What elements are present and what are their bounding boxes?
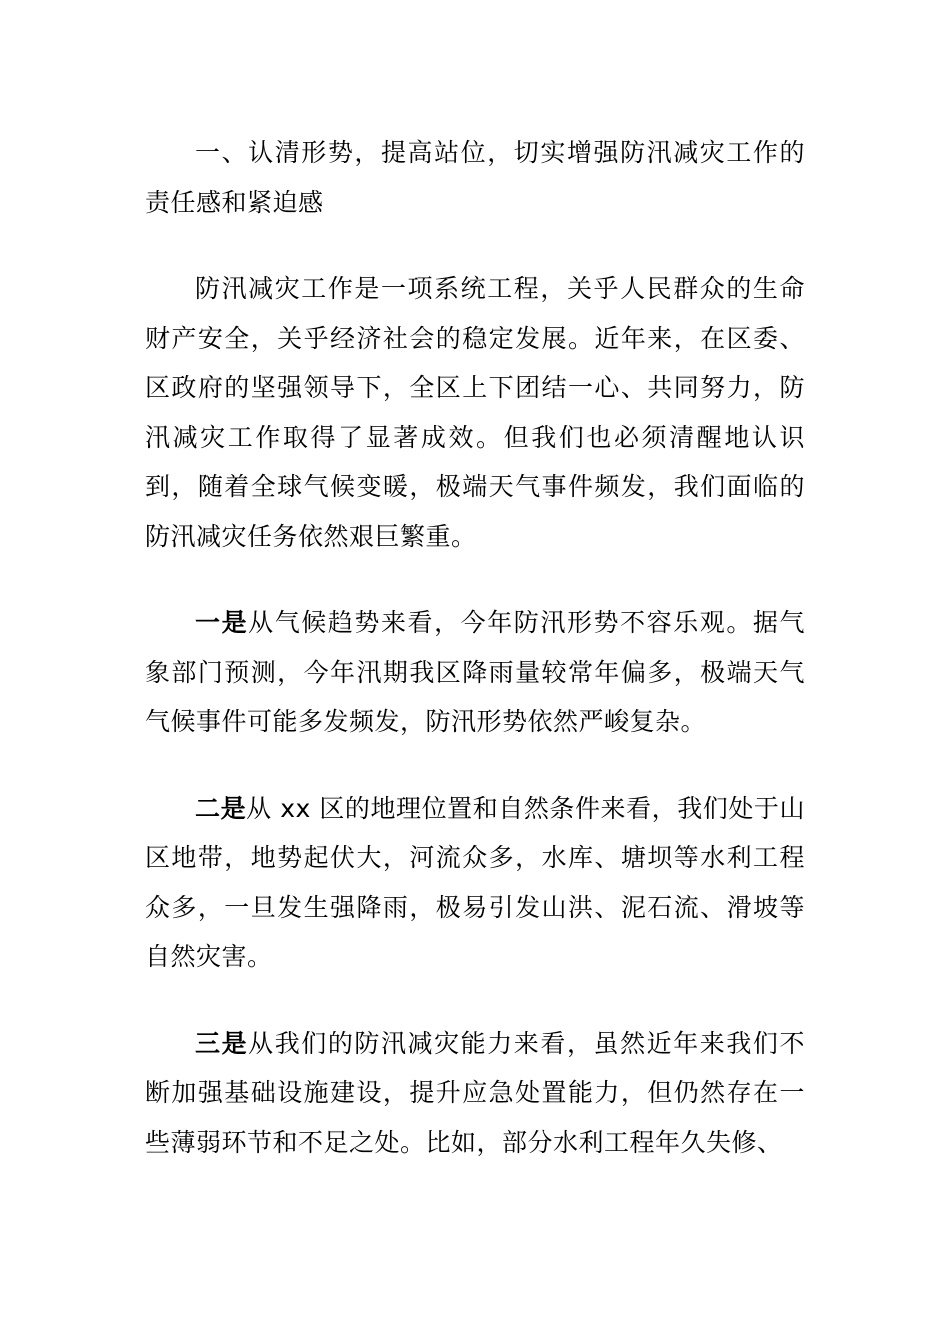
point-paragraph-3 — [145, 1019, 805, 1168]
point-text-1: 从气候趋势来看，今年防汛形势不容乐观。据气象部门预测，今年汛期我区降雨量较常年偏多，极端天气气候事件可能多发频发，防汛形势依然严峻复杂。 — [145, 608, 805, 736]
point-text-3: 从我们的防汛减灾能力来看，虽然近年来我们不断加强基础设施建设，提升应急处置能力，但仍然存在一些薄弱环节和不足之处。比如，部分水利工程年久失修、 — [145, 1028, 805, 1157]
point-paragraph-1 — [145, 598, 805, 747]
point-lead-1: 一是 — [195, 608, 249, 637]
point-text-2: 从 xx 区的地理位置和自然条件来看，我们处于山区地带，地势起伏大，河流众多，水库、塘坝等水利工程众多，一旦发生强降雨，极易引发山洪、泥石流、滑坡等自然灾害。 — [145, 793, 805, 971]
point-paragraph-2 — [145, 784, 805, 982]
section-heading: 一、认清形势，提高站位，切实增强防汛减灾工作的责任感和紧迫感 — [145, 138, 805, 217]
intro-paragraph: 防汛减灾工作是一项系统工程，关乎人民群众的生命财产安全，关乎经济社会的稳定发展。近年来，在区委、区政府的坚强领导下，全区上下团结一心、共同努力，防汛减灾工作取得了显著成效。但我们也必须清醒地认识到，随着全球气候变暖，极端天气事件频发，我们面临的防汛减灾任务依然艰巨繁重。 — [145, 274, 805, 551]
point-lead-2: 二是 — [195, 793, 247, 823]
point-lead-3: 三是 — [195, 1028, 249, 1058]
document-body — [145, 128, 805, 1167]
